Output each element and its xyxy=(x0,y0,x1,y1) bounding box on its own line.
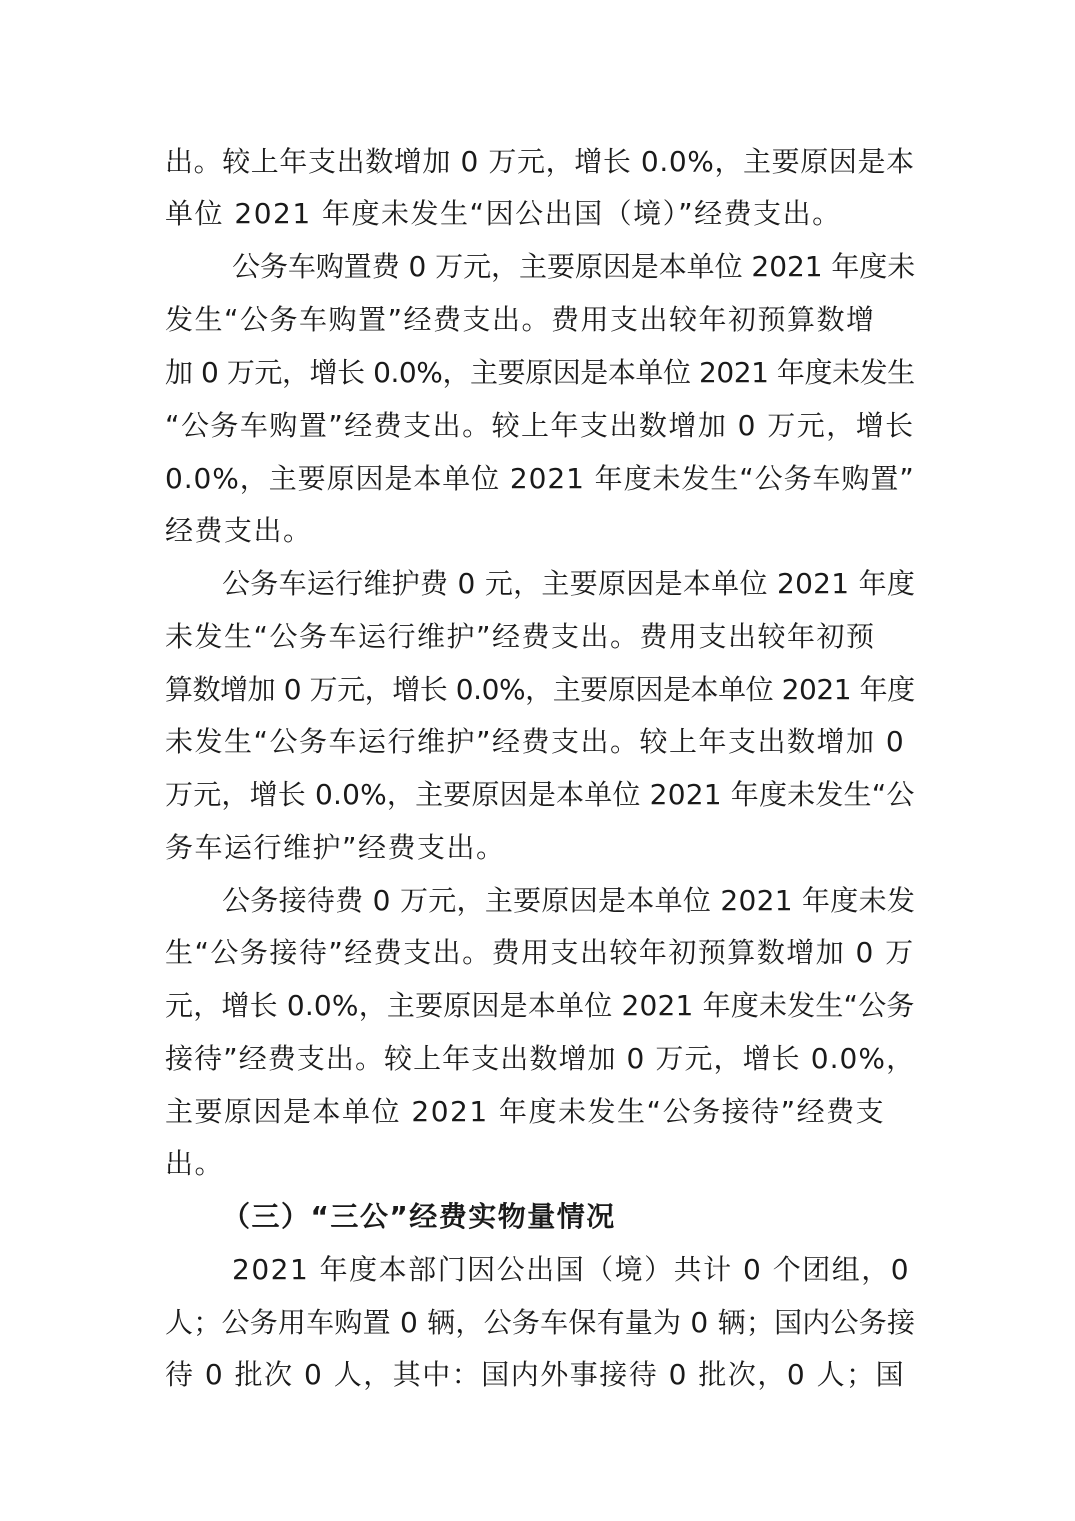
section-heading: （三）“三公”经费实物量情况 xyxy=(222,1200,616,1233)
paragraph-start-line: 公务车购置费 0 万元，主要原因是本单位 2021 年度未 xyxy=(232,250,916,283)
text-line: 万元，增长 0.0%，主要原因是本单位 2021 年度未发生“公 xyxy=(165,778,915,811)
text-line: 接待”经费支出。较上年支出数增加 0 万元，增长 0.0%， xyxy=(165,1042,916,1075)
text-line: 生“公务接待”经费支出。费用支出较年初预算数增加 0 万 xyxy=(165,936,915,969)
paragraph-start-line: 公务车运行维护费 0 元，主要原因是本单位 2021 年度 xyxy=(222,567,916,600)
text-line: 单位 2021 年度未发生“因公出国（境）”经费支出。 xyxy=(165,197,842,230)
text-line: 0.0%，主要原因是本单位 2021 年度未发生“公务车购置” xyxy=(165,462,915,495)
paragraph-start-line: 公务接待费 0 万元，主要原因是本单位 2021 年度未发 xyxy=(222,884,916,917)
text-line: 元，增长 0.0%，主要原因是本单位 2021 年度未发生“公务 xyxy=(165,989,915,1022)
text-line: 人；公务用车购置 0 辆，公务车保有量为 0 辆；国内公务接 xyxy=(165,1306,916,1339)
text-line: 发生“公务车购置”经费支出。费用支出较年初预算数增 xyxy=(165,303,876,336)
paragraph-start-line: 2021 年度本部门因公出国（境）共计 0 个团组，0 xyxy=(232,1253,911,1286)
text-line: 经费支出。 xyxy=(165,514,313,547)
text-line: 未发生“公务车运行维护”经费支出。费用支出较年初预 xyxy=(165,620,876,653)
text-line: 待 0 批次 0 人，其中：国内外事接待 0 批次，0 人；国 xyxy=(165,1358,906,1391)
text-line: 加 0 万元，增长 0.0%，主要原因是本单位 2021 年度未发生 xyxy=(165,356,915,389)
text-line: “公务车购置”经费支出。较上年支出数增加 0 万元，增长 xyxy=(165,409,915,442)
text-line: 未发生“公务车运行维护”经费支出。较上年支出数增加 0 xyxy=(165,725,906,758)
text-line: 主要原因是本单位 2021 年度未发生“公务接待”经费支 xyxy=(165,1095,886,1128)
text-line: 出。较上年支出数增加 0 万元，增长 0.0%，主要原因是本 xyxy=(165,145,915,178)
text-line: 务车运行维护”经费支出。 xyxy=(165,831,506,864)
text-line: 出。 xyxy=(165,1147,225,1180)
text-line: 算数增加 0 万元，增长 0.0%，主要原因是本单位 2021 年度 xyxy=(165,673,915,706)
